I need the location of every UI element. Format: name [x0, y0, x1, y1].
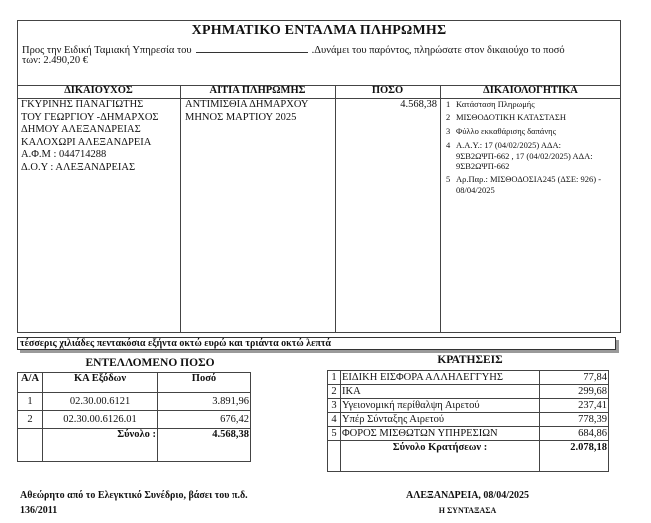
- amount-cell: 4.568,38: [400, 99, 437, 110]
- header-payment-reason: ΑΙΤΙΑ ΠΛΗΡΩΜΗΣ: [209, 85, 306, 96]
- reason-line: ΜΗΝΟΣ ΜΑΡΤΙΟΥ 2025: [185, 111, 297, 123]
- beneficiary-cell: [21, 99, 159, 174]
- ordered-amount-table: [17, 372, 251, 462]
- row-label: Υπέρ Σύνταξης Αιρετού: [341, 413, 540, 427]
- deductions-table: [327, 370, 609, 472]
- intro-suffix: .Δυνάμει του παρόντος, πληρώσατε στον δικαιούχο το ποσό: [311, 45, 565, 56]
- row-num: 1: [328, 371, 341, 385]
- place-date: ΑΛΕΞΑΝΔΡΕΙΑ, 08/04/2025: [406, 490, 529, 501]
- table-header-row: [18, 373, 251, 393]
- header-beneficiary: ΔΙΚΑΙΟΥΧΟΣ: [64, 85, 133, 96]
- table-row: [18, 411, 251, 429]
- total-amount: 4.568,38: [158, 429, 251, 462]
- reason-line: ΑΝΤΙΜΙΣΘΙΑ ΔΗΜΑΡΧΟΥ: [185, 99, 309, 110]
- row-amount: 684,86: [540, 427, 609, 441]
- service-blank-field: [196, 42, 308, 53]
- row-label: ΙΚΑ: [341, 385, 540, 399]
- row-amount: 237,41: [540, 399, 609, 413]
- row-num: 3: [328, 399, 341, 413]
- beneficiary-line: ΓΚΥΡΙΝΗΣ ΠΑΝΑΓΙΩΤΗΣ: [21, 99, 144, 110]
- total-row: [328, 441, 609, 472]
- row-amount: 299,68: [540, 385, 609, 399]
- row-aa: 2: [18, 411, 43, 429]
- column-divider: [440, 85, 441, 333]
- total-label: Σύνολο Κρατήσεων :: [341, 441, 540, 472]
- header-amount: ΠΟΣΟ: [371, 85, 404, 96]
- deductions-title: ΚΡΑΤΗΣΕΙΣ: [437, 354, 503, 366]
- signature-block: [380, 488, 555, 518]
- row-label: Υγειονομική περίθαλψη Αιρετού: [341, 399, 540, 413]
- audit-note-line: 136/2011: [20, 505, 58, 516]
- total-label: Σύνολο :: [43, 429, 158, 462]
- amount-in-words: τέσσερις χιλιάδες πεντακόσια εξήντα οκτώ ευρώ και τριάντα οκτώ λεπτά: [17, 337, 616, 350]
- payment-reason-cell: [185, 99, 308, 124]
- ordered-amount-title: ΕΝΤΕΛΛΟΜΕΝΟ ΠΟΣΟ: [85, 357, 215, 369]
- beneficiary-line: ΔΗΜΟΥ ΑΛΕΞΑΝΔΡΕΙΑΣ: [21, 124, 141, 135]
- row-expense-code: 02.30.00.6121: [43, 393, 158, 411]
- header-supporting-docs: ΔΙΚΑΙΟΛΟΓΗΤΙΚΑ: [483, 85, 578, 96]
- row-num: 4: [328, 413, 341, 427]
- intro-amount: των: 2.490,20 €: [22, 55, 89, 66]
- intro-prefix: Προς την Ειδική Ταμιακή Υπηρεσία του: [22, 45, 192, 56]
- column-divider: [335, 85, 336, 333]
- table-row: [328, 427, 609, 441]
- beneficiary-doy: Δ.Ο.Υ : ΑΛΕΞΑΝΔΡΕΙΑΣ: [21, 161, 136, 173]
- header-expense-code: ΚΑ Εξόδων: [43, 373, 158, 393]
- row-amount: 77,84: [540, 371, 609, 385]
- row-aa: 1: [18, 393, 43, 411]
- intro-line: [22, 42, 565, 56]
- row-amount: 778,39: [540, 413, 609, 427]
- signatory: Η ΣΥΝΤΑΞΑΣΑ: [438, 506, 497, 515]
- row-amount: 3.891,96: [158, 393, 251, 411]
- beneficiary-line: ΚΑΛΟΧΩΡΙ ΑΛΕΞΑΝΔΡΕΙΑ: [21, 136, 152, 148]
- column-divider: [180, 85, 181, 333]
- empty-cell: [328, 441, 341, 472]
- row-label: ΦΟΡΟΣ ΜΙΣΘΩΤΩΝ ΥΠΗΡΕΣΙΩΝ: [341, 427, 540, 441]
- audit-note-line: Αθεώρητο από το Ελεγκτικό Συνέδριο, βάσει του π.δ.: [20, 490, 248, 501]
- total-amount: 2.078,18: [540, 441, 609, 472]
- table-row: [328, 371, 609, 385]
- document-title: ΧΡΗΜΑΤΙΚΟ ΕΝΤΑΛΜΑ ΠΛΗΡΩΜΗΣ: [191, 23, 447, 38]
- table-row: [328, 399, 609, 413]
- row-label: ΕΙΔΙΚΗ ΕΙΣΦΟΡΑ ΑΛΛΗΛΕΓΓΥΗΣ: [341, 371, 540, 385]
- supporting-docs-list: 1 Κατάσταση Πληρωμής 2 ΜΙΣΘΟΔΟΤΙΚΗ ΚΑΤΑΣΤΑΣΗ 3 Φύλλο εκκαθάρισης δαπάνης 4 Α.Α.Υ.: 17 (04/02/2025) ΑΔΑ: 9ΣΒ2ΩΨΠ-662 , 17 (04/02/2025) ΑΔΑ: 9ΣΒ2ΩΨΠ-662 5 Αρ.Παρ.: ΜΙΣΘΟΔΟΣΙΑ245 (ΔΣΕ: 926) - 08/04/2025: [446, 99, 602, 195]
- total-row: [18, 429, 251, 462]
- row-num: 5: [328, 427, 341, 441]
- row-expense-code: 02.30.00.6126.01: [43, 411, 158, 429]
- audit-note: [20, 488, 290, 518]
- row-amount: 676,42: [158, 411, 251, 429]
- table-row: [328, 385, 609, 399]
- beneficiary-afm: Α.Φ.Μ : 044714288: [21, 149, 107, 160]
- header-amount: Ποσό: [158, 373, 251, 393]
- row-num: 2: [328, 385, 341, 399]
- table-row: [18, 393, 251, 411]
- empty-cell: [18, 429, 43, 462]
- header-aa: Α/Α: [18, 373, 43, 393]
- table-row: [328, 413, 609, 427]
- beneficiary-line: ΤΟΥ ΓΕΩΡΓΙΟΥ -ΔΗΜΑΡΧΟΣ: [21, 111, 159, 123]
